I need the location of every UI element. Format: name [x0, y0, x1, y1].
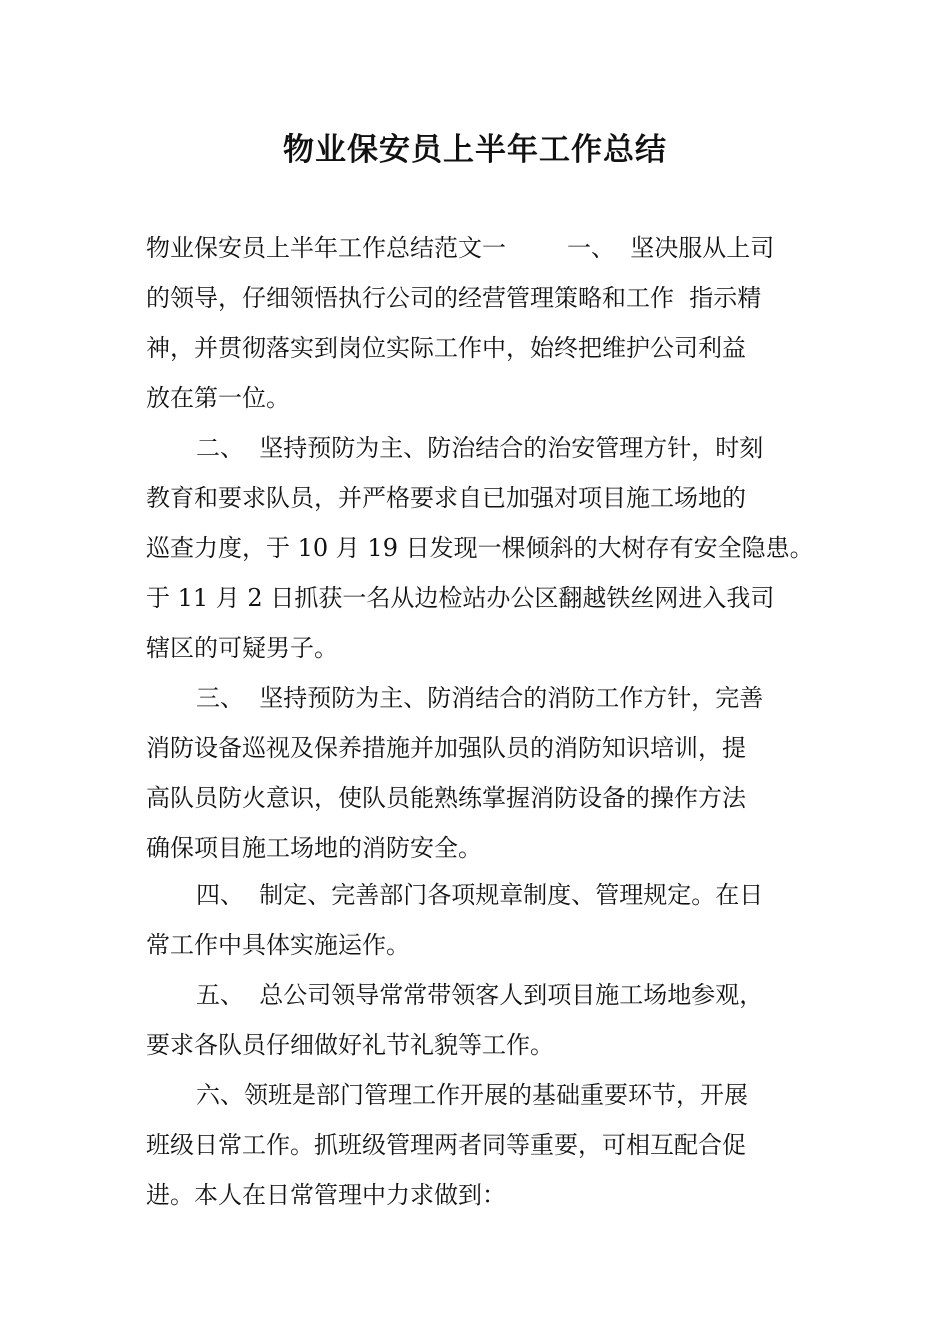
body-line: 于 11 月 2 日抓获一名从边检站办公区翻越铁丝网进入我司 [146, 584, 775, 612]
body-line: 确保项目施工场地的消防安全。 [146, 834, 482, 862]
body-line: 四、 制定、完善部门各项规章制度、管理规定。在日 [196, 881, 764, 909]
body-line: 辖区的可疑男子。 [146, 634, 338, 662]
body-line: 班级日常工作。抓班级管理两者同等重要，可相互配合促 [146, 1131, 746, 1159]
body-line: 常工作中具体实施运作。 [146, 931, 410, 959]
body-line: 高队员防火意识，使队员能熟练掌握消防设备的操作方法 [146, 784, 746, 812]
body-line: 进。本人在日常管理中力求做到： [146, 1181, 506, 1209]
body-line: 物业保安员上半年工作总结范文一 一、 坚决服从上司 [146, 234, 775, 262]
body-line: 二、 坚持预防为主、防治结合的治安管理方针，时刻 [196, 434, 764, 462]
body-line: 放在第一位。 [146, 384, 290, 412]
document-title: 物业保安员上半年工作总结 [283, 132, 667, 168]
body-line: 五、 总公司领导常常带领客人到项目施工场地参观， [196, 981, 764, 1009]
body-line: 三、 坚持预防为主、防消结合的消防工作方针，完善 [196, 684, 764, 712]
body-line: 教育和要求队员，并严格要求自已加强对项目施工场地的 [146, 484, 746, 512]
body-line: 六、领班是部门管理工作开展的基础重要环节，开展 [196, 1081, 748, 1109]
body-line: 神，并贯彻落实到岗位实际工作中，始终把维护公司利益 [146, 334, 746, 362]
body-line: 巡查力度，于 10 月 19 日发现一棵倾斜的大树存有安全隐患。 [146, 534, 814, 562]
body-line: 消防设备巡视及保养措施并加强队员的消防知识培训，提 [146, 734, 746, 762]
body-line: 要求各队员仔细做好礼节礼貌等工作。 [146, 1031, 554, 1059]
body-line: 的领导，仔细领悟执行公司的经营管理策略和工作 指示精 [146, 284, 762, 312]
